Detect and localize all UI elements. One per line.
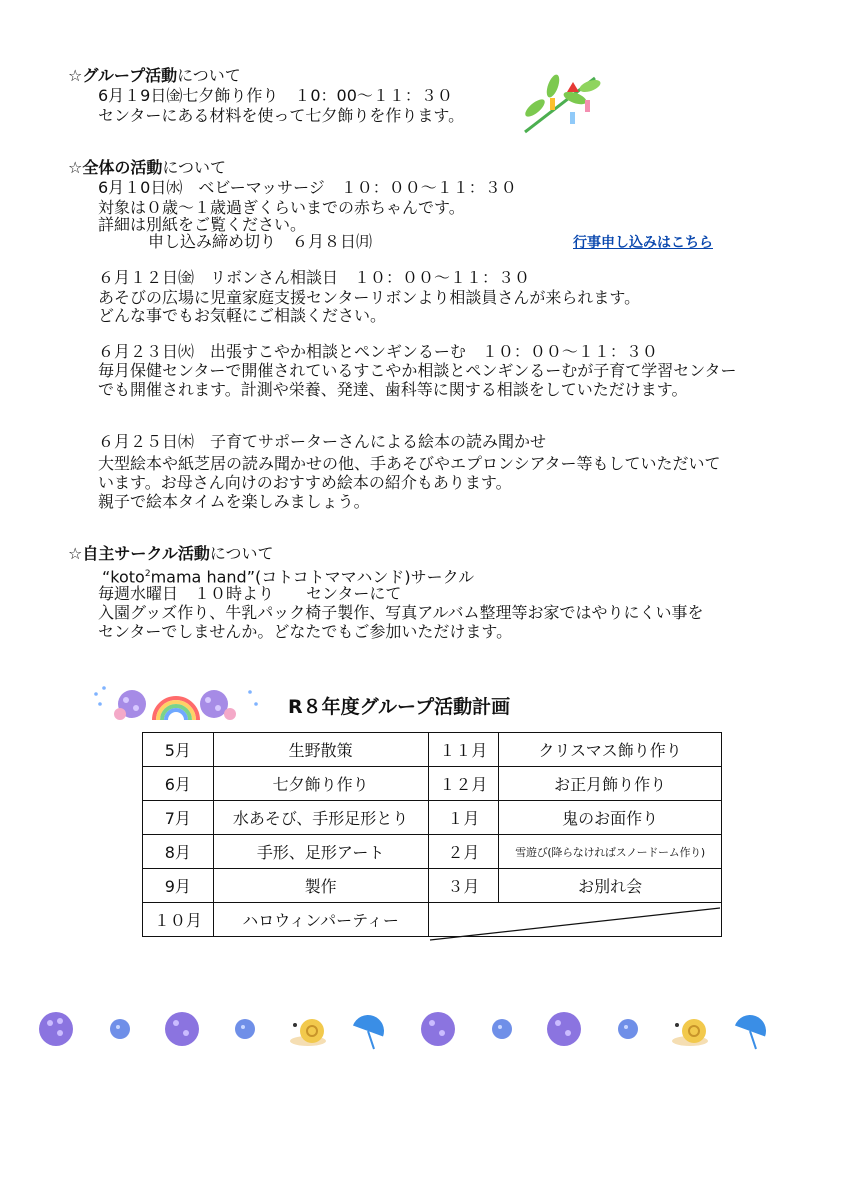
event4-line-3: います。お母さん向けのおすすめ絵本の紹介もあります。: [98, 473, 512, 492]
month-cell: 5月: [143, 733, 214, 767]
group-line-2: センターにある材料を使って七夕飾りを作ります。: [98, 106, 465, 125]
overall-heading-bold: ☆全体の活動: [68, 158, 163, 177]
group-heading-bold: ☆グループ活動: [68, 66, 178, 85]
month-cell: 6月: [143, 767, 214, 801]
snail-icon: [290, 1019, 326, 1046]
overall-heading-rest: について: [162, 158, 227, 177]
event4-line-1: ６月２５日㈭ 子育てサポーターさんによる絵本の読み聞かせ: [98, 432, 547, 451]
event1-line-1: 6月１0日㈬ ベビーマッサージ １０：００～１１：３０: [98, 178, 517, 197]
event3-line-3: でも開催されます。計測や栄養、発達、歯科等に関する相談をしていただけます。: [98, 380, 688, 399]
activity-cell: お別れ会: [499, 869, 722, 903]
plan-row: [143, 835, 722, 869]
event1-line-4: 申し込み締め切り ６月８日㈪: [148, 232, 373, 251]
event-application-link[interactable]: 行事申し込みはこちら: [573, 235, 713, 251]
event4-line-2: 大型絵本や紙芝居の読み聞かせの他、手あそびやエプロンシアター等もしていただいて: [98, 454, 721, 473]
plan-title: R８年度グループ活動計画: [288, 696, 511, 718]
plan-row: [143, 733, 722, 767]
month-cell: １０月: [143, 903, 214, 937]
circle-name-sup: 2: [144, 569, 151, 579]
month-cell: 9月: [143, 869, 214, 903]
circle-heading-bold: ☆自主サークル活動: [68, 544, 210, 563]
event4-line-4: 親子で絵本タイムを楽しみましょう。: [98, 492, 370, 511]
month-cell: １２月: [428, 767, 499, 801]
event2-line-2: あそびの広場に児童家庭支援センターリボンより相談員さんが来られます。: [98, 288, 641, 307]
circle-line-2: 入園グッズ作り、牛乳パック椅子製作、写真アルバム整理等お家ではやりにくい事を: [98, 603, 704, 622]
activity-cell: ハロウィンパーティー: [213, 903, 428, 937]
circle-line-1: 毎週水曜日 １０時より センターにて: [98, 584, 402, 603]
small-hydrangea-icon: [618, 1019, 638, 1039]
hydrangea-icon: [114, 690, 146, 720]
activity-cell: 鬼のお面作り: [499, 801, 722, 835]
group-line-1: 6月１9日㈮七夕飾り作り １0：00～１１：３０: [98, 86, 453, 105]
bottom-decoration: [30, 1005, 790, 1055]
activity-cell: 水あそび、手形足形とり: [213, 801, 428, 835]
hydrangea-rainbow-decoration: [90, 684, 260, 726]
plan-row: [143, 801, 722, 835]
circle-heading-rest: について: [209, 544, 274, 563]
group-heading: [68, 66, 241, 86]
activity-cell: お正月飾り作り: [499, 767, 722, 801]
activity-cell: 手形、足形アート: [213, 835, 428, 869]
plan-row: [143, 869, 722, 903]
small-hydrangea-icon: [492, 1019, 512, 1039]
hydrangea-icon: [421, 1012, 455, 1046]
small-hydrangea-icon: [110, 1019, 130, 1039]
month-cell: ２月: [428, 835, 499, 869]
activity-cell: 七夕飾り作り: [213, 767, 428, 801]
rainbow-icon: [154, 698, 198, 720]
plan-row: [143, 767, 722, 801]
month-cell: １１月: [428, 733, 499, 767]
activity-cell: 雪遊び(降らなければスノードーム作り): [499, 835, 722, 869]
empty-cell-diagonal: [428, 906, 722, 942]
snail-icon: [672, 1019, 708, 1046]
event3-line-2: 毎月保健センターで開催されているすこやか相談とペンギンるーむが子育て学習センター: [98, 361, 737, 380]
circle-line-3: センターでしませんか。どなたでもご参加いただけます。: [98, 622, 513, 641]
hydrangea-icon: [165, 1012, 199, 1046]
activity-cell: クリスマス飾り作り: [499, 733, 722, 767]
event3-line-1: ６月２３日㈫ 出張すこやか相談とペンギンるーむ １０：００～１１：３０: [98, 342, 658, 361]
month-cell: 8月: [143, 835, 214, 869]
month-cell: ３月: [428, 869, 499, 903]
overall-heading: [68, 158, 226, 178]
month-cell: 7月: [143, 801, 214, 835]
circle-heading: [68, 544, 274, 564]
circle-name-post: mama hand”(コトコトママハンド)サークル: [150, 567, 475, 587]
event2-line-1: ６月１２日㈮ リボンさん相談日 １０：００～１１：３０: [98, 268, 531, 287]
umbrella-icon: [353, 1010, 389, 1049]
circle-name-pre: “koto: [102, 567, 145, 587]
hydrangea-icon: [39, 1012, 73, 1046]
event1-line-2: 対象は０歳～１歳過ぎくらいまでの赤ちゃんです。: [98, 198, 465, 217]
activity-cell: 生野散策: [213, 733, 428, 767]
hydrangea-icon: [200, 690, 236, 720]
activity-cell: 製作: [213, 869, 428, 903]
group-heading-rest: について: [177, 66, 241, 85]
event2-line-3: どんな事でもお気軽にご相談ください。: [98, 306, 387, 325]
hydrangea-icon: [547, 1012, 581, 1046]
month-cell: １月: [428, 801, 499, 835]
tanabata-bamboo-icon: [515, 68, 610, 138]
umbrella-icon: [735, 1010, 771, 1049]
event1-line-3: 詳細は別紙をご覧ください。: [98, 215, 307, 234]
small-hydrangea-icon: [235, 1019, 255, 1039]
